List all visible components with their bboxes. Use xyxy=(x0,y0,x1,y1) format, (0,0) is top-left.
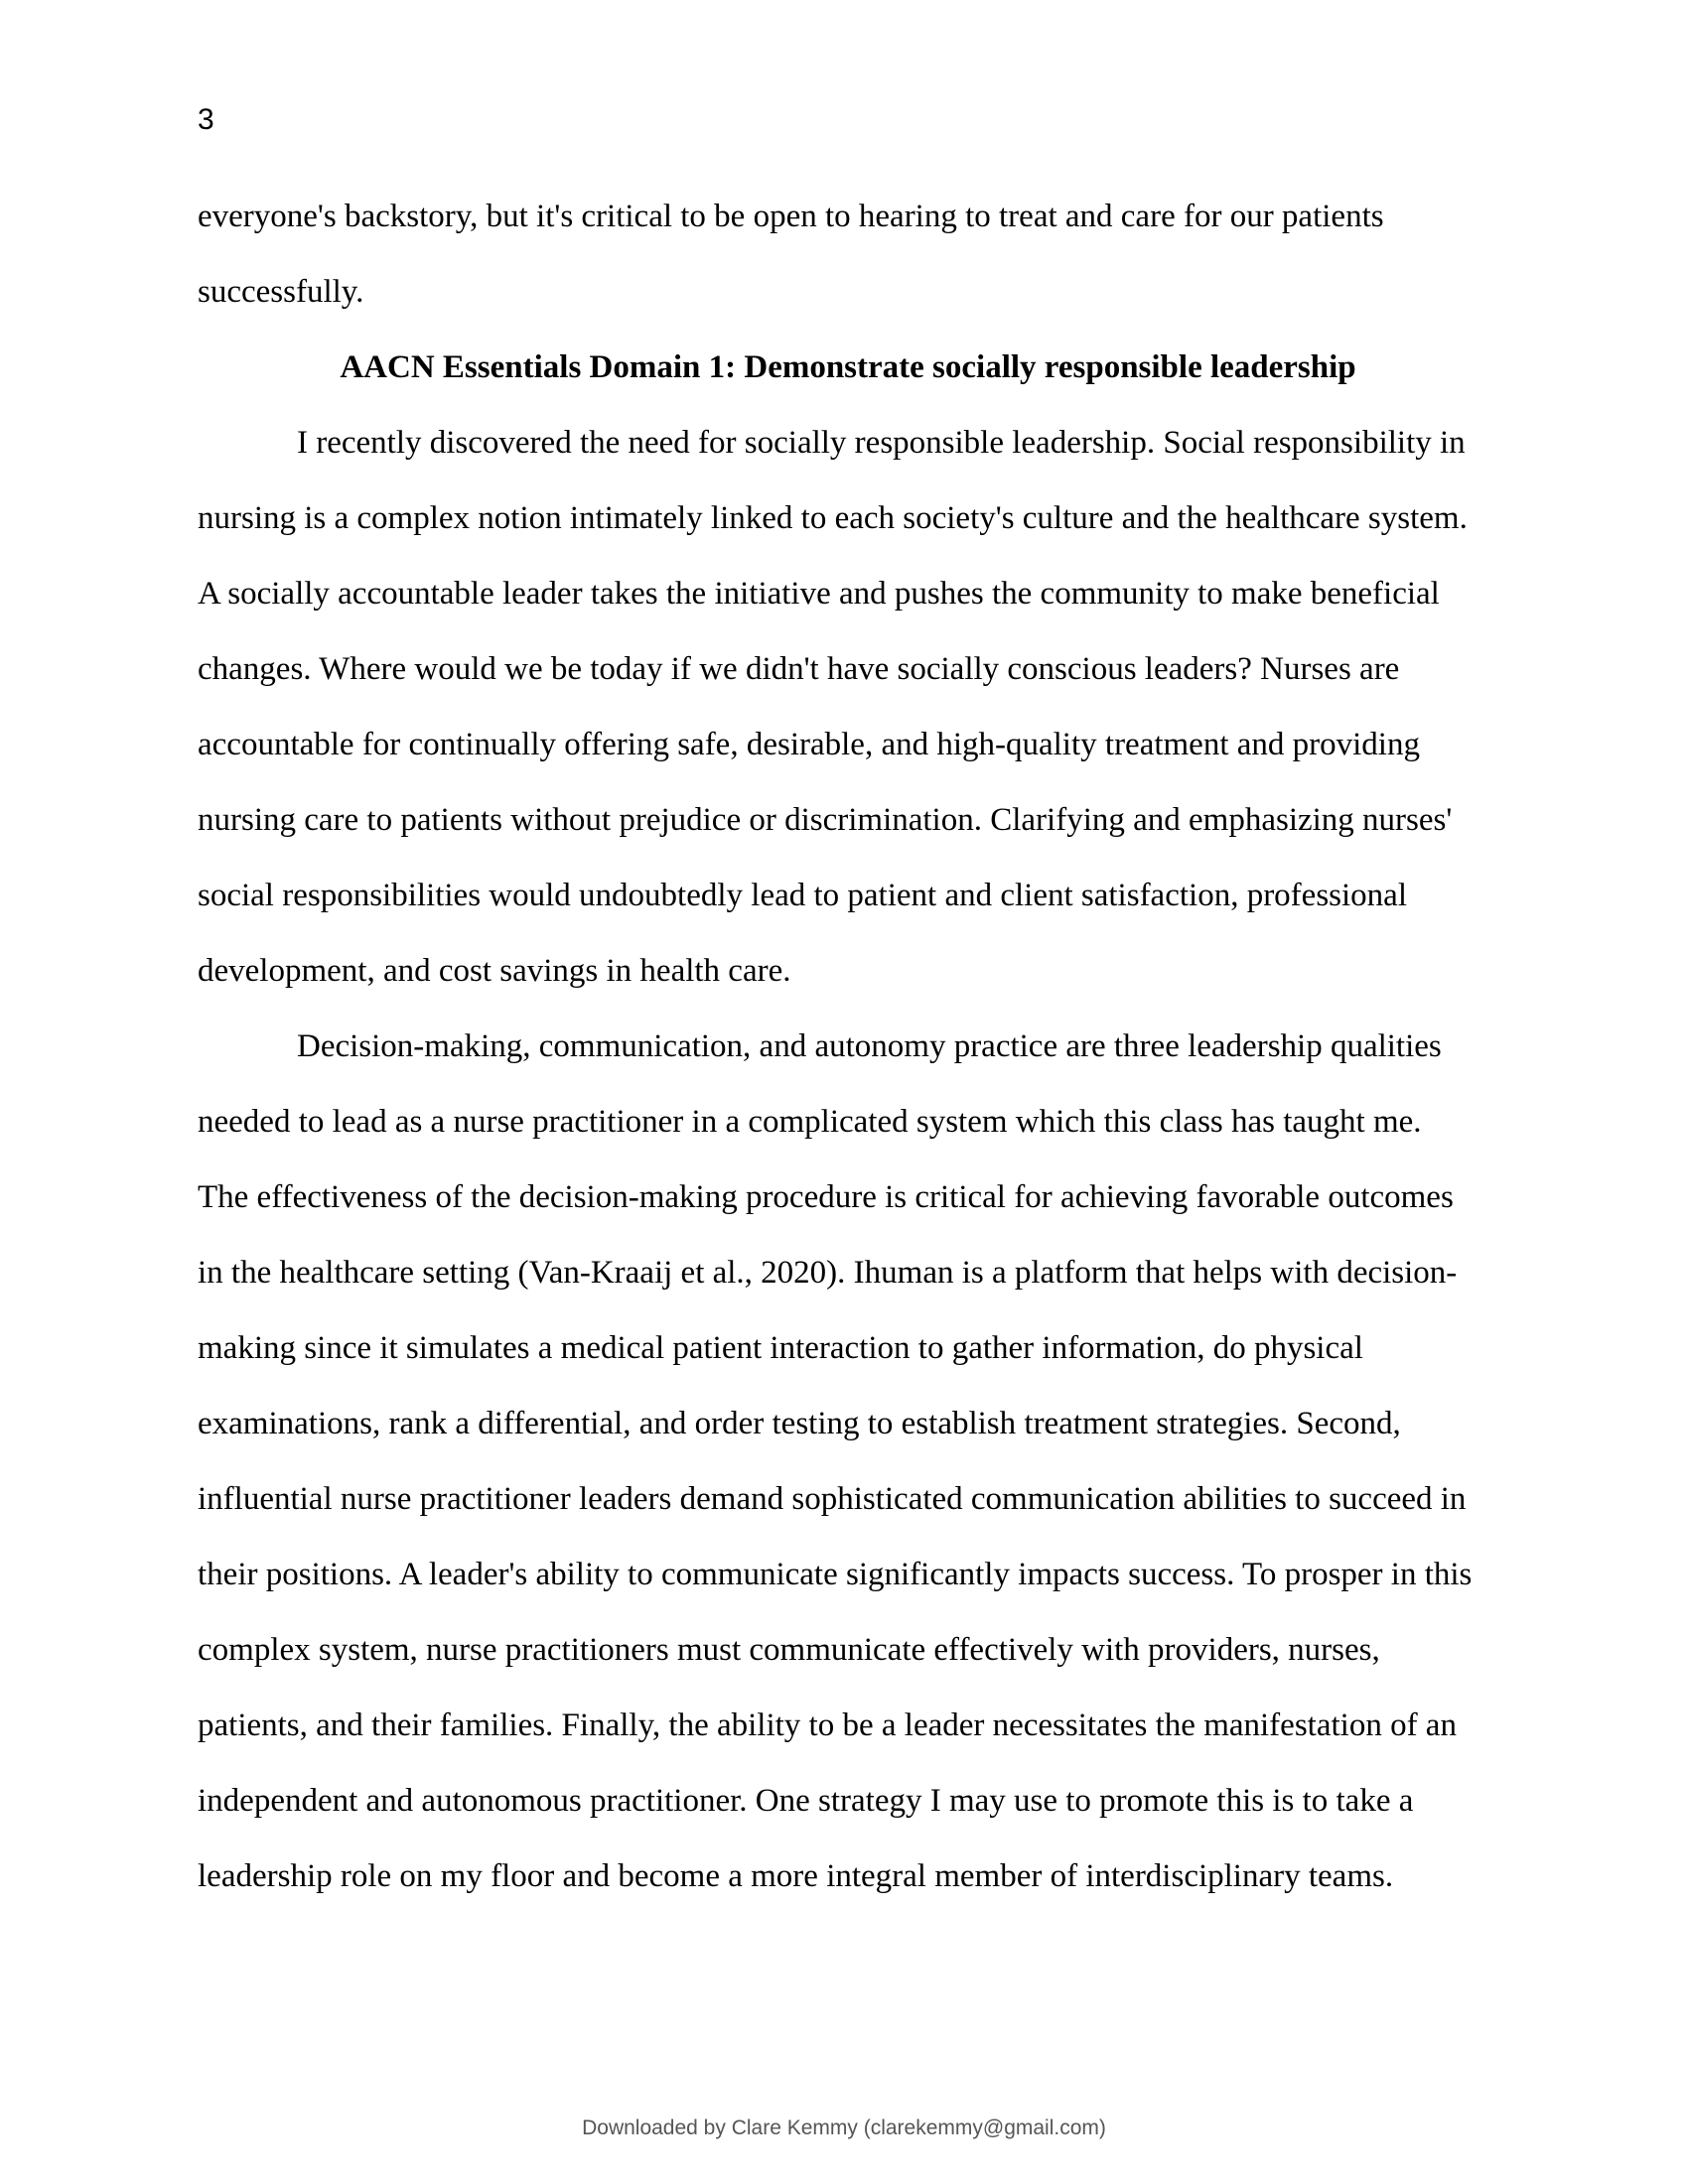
text-line: making since it simulates a medical patient interaction to gather information, do physical xyxy=(198,1330,1363,1366)
section-heading: AACN Essentials Domain 1: Demonstrate socially responsible leadership xyxy=(340,349,1356,385)
text-line: accountable for continually offering safe, desirable, and high-quality treatment and providing xyxy=(198,727,1420,762)
download-footer: Downloaded by Clare Kemmy (clarekemmy@gmail.com) xyxy=(582,2116,1106,2139)
text-line: their positions. A leader's ability to communicate significantly impacts success. To prosper in this xyxy=(198,1557,1473,1592)
text-line: everyone's backstory, but it's critical to be open to hearing to treat and care for our patients xyxy=(198,199,1384,234)
text-line: patients, and their families. Finally, the ability to be a leader necessitates the manifestation of an xyxy=(198,1707,1457,1743)
page-number: 3 xyxy=(198,103,214,136)
text-line: The effectiveness of the decision-making procedure is critical for achieving favorable outcomes xyxy=(198,1179,1454,1215)
paragraph-2 xyxy=(198,1009,1498,1914)
text-line: needed to lead as a nurse practitioner in a complicated system which this class has taught me. xyxy=(198,1104,1422,1140)
text-line: influential nurse practitioner leaders demand sophisticated communication abilities to succeed in xyxy=(198,1481,1467,1517)
text-line: development, and cost savings in health care. xyxy=(198,953,791,989)
text-line: nursing care to patients without prejudice or discrimination. Clarifying and emphasizing nurses' xyxy=(198,802,1453,838)
text-line: independent and autonomous practitioner. One strategy I may use to promote this is to take a xyxy=(198,1783,1414,1819)
text-line: successfully. xyxy=(198,274,364,310)
text-line: examinations, rank a differential, and order testing to establish treatment strategies. Second, xyxy=(198,1406,1401,1441)
text-line: A socially accountable leader takes the initiative and pushes the community to make beneficial xyxy=(198,576,1440,612)
text-line: complex system, nurse practitioners must communicate effectively with providers, nurses, xyxy=(198,1632,1380,1668)
text-line: changes. Where would we be today if we didn't have socially conscious leaders? Nurses are xyxy=(198,651,1400,687)
text-line: leadership role on my floor and become a more integral member of interdisciplinary teams. xyxy=(198,1858,1394,1894)
text-line: I recently discovered the need for socially responsible leadership. Social responsibility in xyxy=(297,425,1466,461)
text-line: in the healthcare setting (Van-Kraaij et al., 2020). Ihuman is a platform that helps with decision- xyxy=(198,1255,1458,1291)
document-body xyxy=(198,179,1498,1914)
paragraph-1 xyxy=(198,405,1498,1009)
text-line: Decision-making, communication, and autonomy practice are three leadership qualities xyxy=(297,1028,1442,1064)
continuation-paragraph xyxy=(198,179,1498,330)
text-line: social responsibilities would undoubtedly lead to patient and client satisfaction, professional xyxy=(198,878,1407,913)
text-line: nursing is a complex notion intimately linked to each society's culture and the healthcare system. xyxy=(198,500,1468,536)
